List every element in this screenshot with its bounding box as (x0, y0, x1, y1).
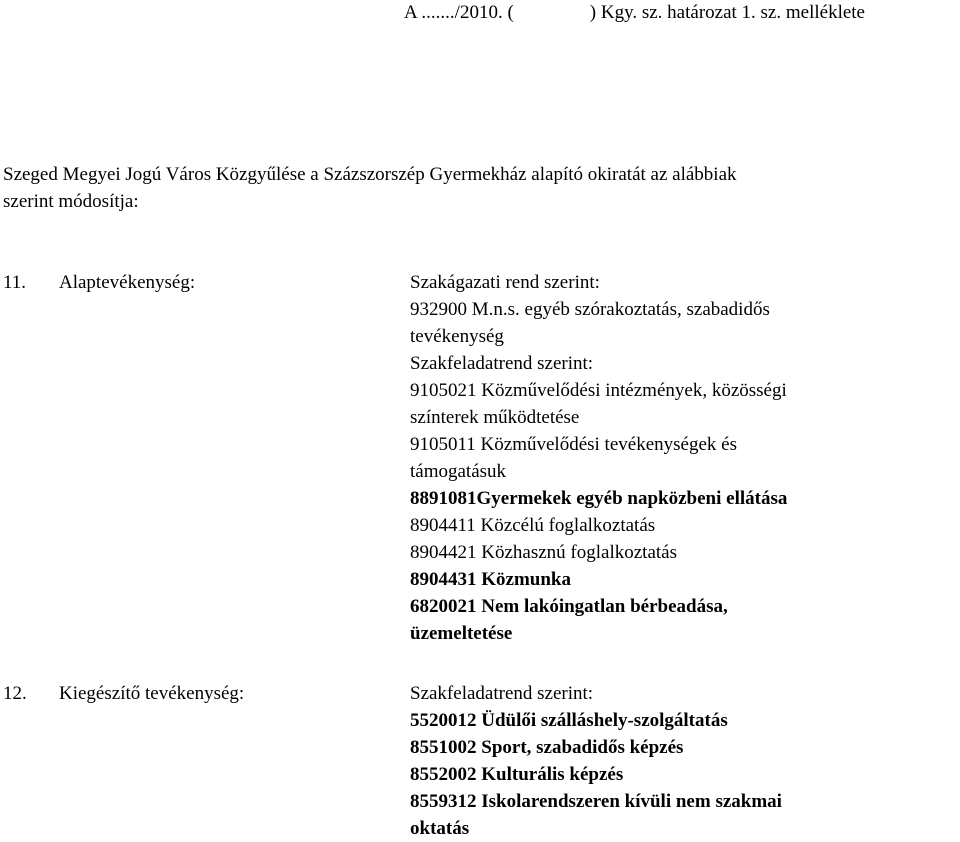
intro-line-2: szerint módosítja: (3, 191, 139, 212)
activity-line: tevékenység (410, 326, 504, 347)
activity-line: 9105021 Közművelődési intézmények, közösségi (410, 380, 787, 401)
activity-line: támogatásuk (410, 461, 507, 482)
activity-line: 8891081Gyermekek egyéb napközbeni ellátása (410, 488, 788, 509)
section-title: Kiegészítő tevékenység: (59, 683, 245, 704)
activity-line: 8904431 Közmunka (410, 569, 571, 590)
activity-line: 8559312 Iskolarendszeren kívüli nem szakmai (410, 791, 782, 812)
activity-line: 932900 M.n.s. egyéb szórakoztatás, szabadidős (410, 299, 770, 320)
intro-paragraph (3, 161, 953, 215)
activity-line: Szakfeladatrend szerint: (410, 683, 594, 704)
activity-line: 8552002 Kulturális képzés (410, 764, 624, 785)
activity-line: Szakágazati rend szerint: (410, 272, 600, 293)
activity-list (410, 680, 910, 842)
activity-line: 6820021 Nem lakóingatlan bérbeadása, (410, 596, 728, 617)
activity-line: 8904421 Közhasznú foglalkoztatás (410, 542, 677, 563)
activity-line: oktatás (410, 818, 470, 839)
activity-line: 8551002 Sport, szabadidős képzés (410, 737, 684, 758)
annex-header: A ......./2010. ( ) Kgy. sz. határozat 1. sz. melléklete (404, 2, 865, 23)
section-number: 12. (3, 683, 27, 704)
activity-line: üzemeltetése (410, 623, 513, 644)
activity-list (410, 269, 910, 647)
activity-line: színterek működtetése (410, 407, 580, 428)
activity-line: 8904411 Közcélú foglalkoztatás (410, 515, 656, 536)
section-number: 11. (3, 272, 27, 293)
activity-line: Szakfeladatrend szerint: (410, 353, 594, 374)
activity-line: 9105011 Közművelődési tevékenységek és (410, 434, 737, 455)
section-title: Alaptevékenység: (59, 272, 196, 293)
intro-line-1: Szeged Megyei Jogú Város Közgyűlése a Százszorszép Gyermekház alapító okiratát az alábbiak (3, 164, 737, 185)
activity-line: 5520012 Üdülői szálláshely-szolgáltatás (410, 710, 728, 731)
